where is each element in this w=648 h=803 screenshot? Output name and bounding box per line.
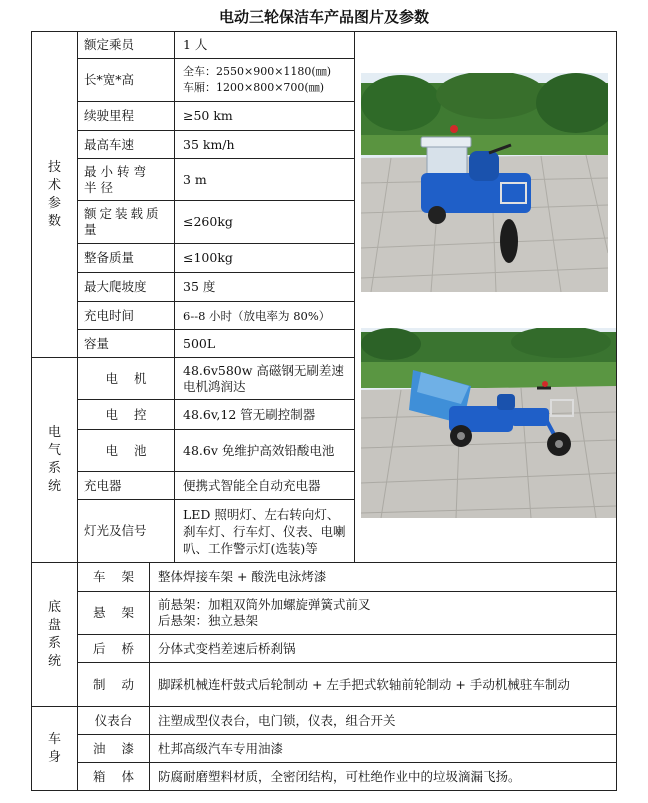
- row-value: 前悬架：加粗双筒外加螺旋弹簧式前叉 后悬架：独立悬架: [149, 591, 617, 635]
- section-chassis-label: 底盘系统: [47, 599, 61, 669]
- section-electrical: [31, 357, 78, 563]
- row-label: 额定装载质量: [77, 200, 175, 244]
- section-tech-label: 技术参数: [47, 159, 61, 229]
- row-label: 电 池: [77, 429, 175, 472]
- row-value: 脚踩机械连杆鼓式后轮制动 + 左手把式软轴前轮制动 + 手动机械驻车制动: [149, 662, 617, 707]
- row-value: 48.6v,12 管无刷控制器: [174, 399, 355, 430]
- row-value: 杜邦高级汽车专用油漆: [149, 734, 617, 763]
- row-label: 最大爬坡度: [77, 272, 175, 302]
- row-value: ≤260kg: [174, 200, 355, 244]
- row-value: 整体焊接车架 + 酸洗电泳烤漆: [149, 562, 617, 592]
- row-label: 最高车速: [77, 130, 175, 159]
- section-body-label: 车身: [47, 731, 61, 765]
- row-label: 续驶里程: [77, 101, 175, 131]
- row-value: LED 照明灯、左右转向灯、刹车灯、行车灯、仪表、电喇叭、工作警示灯(选装)等: [174, 499, 355, 563]
- row-label: 容量: [77, 329, 175, 358]
- vehicle-photo-front: [361, 73, 608, 292]
- vehicle-photo-side: [361, 328, 616, 518]
- section-chassis: [31, 562, 78, 707]
- row-value: 注塑成型仪表台，电门锁，仪表，组合开关: [149, 706, 617, 735]
- row-value: ≥50 km: [174, 101, 355, 131]
- vehicle-photo-side-image: [361, 328, 616, 518]
- row-label: 整备质量: [77, 243, 175, 273]
- row-value: 分体式变档差速后桥刹锅: [149, 634, 617, 663]
- row-label: 长*宽*高: [77, 58, 175, 102]
- row-label: 充电器: [77, 471, 175, 500]
- row-value: 500L: [174, 329, 355, 358]
- row-label: 充电时间: [77, 301, 175, 330]
- row-label: 电 机: [77, 357, 175, 400]
- row-value: ≤100kg: [174, 243, 355, 273]
- row-label: 最小转弯半径: [77, 158, 175, 201]
- row-label: 车 架: [77, 562, 150, 592]
- section-tech: [31, 31, 78, 358]
- row-value: 6--8 小时（放电率为 80%）: [174, 301, 355, 330]
- row-value: 全车：2550×900×1180(㎜) 车厢：1200×800×700(㎜): [174, 58, 355, 102]
- row-label: 仪表台: [77, 706, 150, 735]
- row-value: 35 度: [174, 272, 355, 302]
- row-label: 电 控: [77, 399, 175, 430]
- row-value: 48.6v580w 高磁钢无刷差速电机鸿润达: [174, 357, 355, 400]
- row-value: 便携式智能全自动充电器: [174, 471, 355, 500]
- section-body: [31, 706, 78, 791]
- row-value: 35 km/h: [174, 130, 355, 159]
- page-title: 电动三轮保洁车产品图片及参数: [218, 8, 429, 26]
- row-value: 1 人: [174, 31, 355, 59]
- row-label: 制 动: [77, 662, 150, 707]
- row-label: 悬 架: [77, 591, 150, 635]
- vehicle-photo-front-image: [361, 73, 608, 292]
- row-value: 3 m: [174, 158, 355, 201]
- row-label: 额定乘员: [77, 31, 175, 59]
- row-label: 后 桥: [77, 634, 150, 663]
- row-label: 箱 体: [77, 762, 150, 791]
- row-label: 灯光及信号: [77, 499, 175, 563]
- section-electrical-label: 电气系统: [47, 425, 61, 494]
- row-value: 防腐耐磨塑料材质，全密闭结构，可杜绝作业中的垃圾滴漏飞扬。: [149, 762, 617, 791]
- row-value: 48.6v 免维护高效铅酸电池: [174, 429, 355, 472]
- row-label: 油 漆: [77, 734, 150, 763]
